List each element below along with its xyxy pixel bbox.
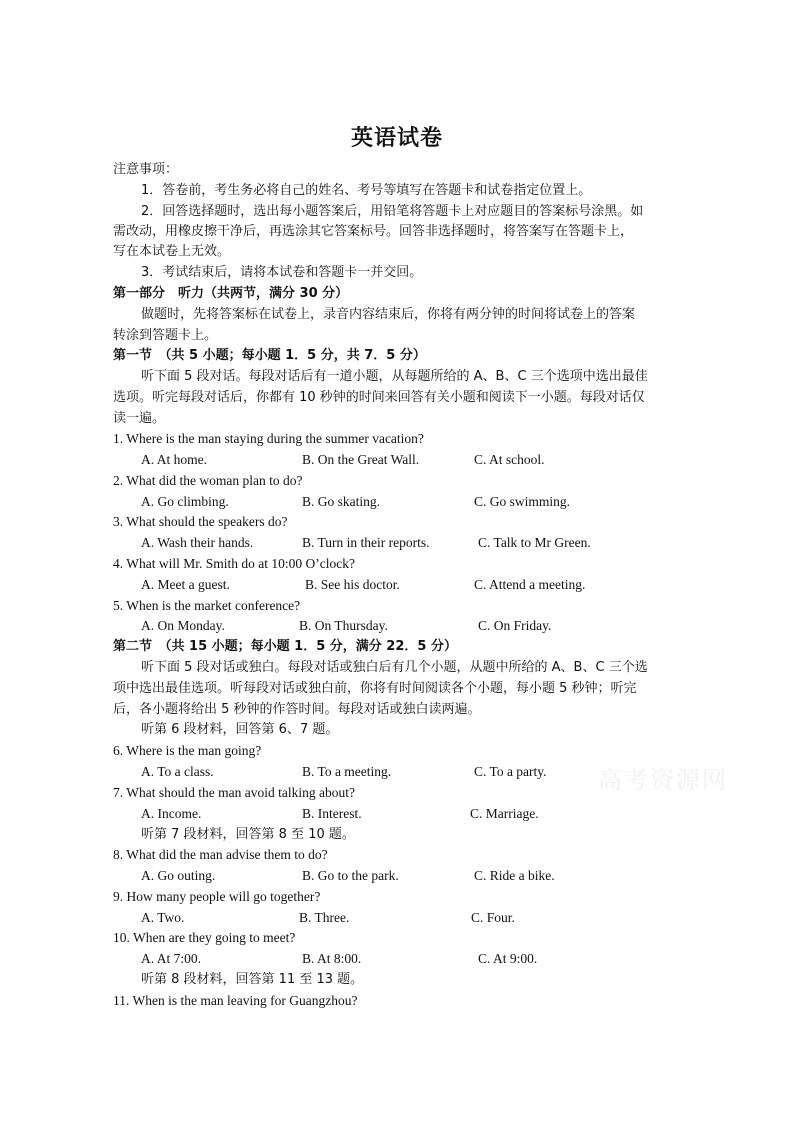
question-10: 10. When are they going to meet? bbox=[113, 930, 296, 945]
q1-option-a: A. At home. bbox=[141, 452, 207, 467]
q4-option-a: A. Meet a guest. bbox=[141, 577, 230, 592]
question-8: 8. What did the man advise them to do? bbox=[113, 847, 328, 862]
material-7-instruction: 听第 7 段材料，回答第 8 至 10 题。 bbox=[141, 827, 355, 842]
q6-option-c: C. To a party. bbox=[474, 764, 547, 779]
q2-option-b: B. Go skating. bbox=[302, 494, 381, 509]
section2-intro-line-2: 项中选出最佳选项。听每段对话或独白前，你将有时间阅读各个小题，每小题 5 秒钟；听完 bbox=[113, 681, 637, 696]
q9-option-a: A. Two. bbox=[141, 910, 185, 925]
q5-option-b: B. On Thursday. bbox=[299, 618, 388, 633]
notice-item-2-line-1: 2．回答选择题时，选出每小题答案后，用铅笔将答题卡上对应题目的答案标号涂黑。如 bbox=[141, 204, 644, 219]
page-title: 英语试卷 bbox=[350, 125, 443, 151]
material-6-instruction: 听第 6 段材料，回答第 6、7 题。 bbox=[141, 722, 339, 737]
section1-intro-line-3: 读一遍。 bbox=[113, 411, 166, 426]
q7-option-c: C. Marriage. bbox=[470, 806, 539, 821]
q5-option-a: A. On Monday. bbox=[141, 618, 225, 633]
watermark-logo: 高考资源网 bbox=[598, 766, 728, 794]
section1-intro-line-1: 听下面 5 段对话。每段对话后有一道小题，从每题所给的 A、B、C 三个选项中选出最佳 bbox=[141, 369, 648, 384]
q10-option-b: B. At 8:00. bbox=[302, 951, 362, 966]
q3-option-c: C. Talk to Mr Green. bbox=[478, 535, 591, 550]
q1-option-b: B. On the Great Wall. bbox=[302, 452, 420, 467]
q3-option-b: B. Turn in their reports. bbox=[302, 535, 430, 550]
q8-option-c: C. Ride a bike. bbox=[474, 868, 555, 883]
q8-option-b: B. Go to the park. bbox=[302, 868, 399, 883]
q10-option-a: A. At 7:00. bbox=[141, 951, 202, 966]
section1-intro-line-2: 选项。听完每段对话后，你都有 10 秒钟的时间来回答有关小题和阅读下一小题。每段对话仅 bbox=[113, 390, 645, 405]
section2-heading: 第二节 （共 15 小题；每小题 1．5 分，满分 22．5 分） bbox=[113, 639, 457, 654]
notice-heading: 注意事项： bbox=[113, 162, 179, 177]
q9-option-c: C. Four. bbox=[471, 910, 515, 925]
question-1: 1. Where is the man staying during the summer vacation? bbox=[113, 431, 424, 446]
q5-option-c: C. On Friday. bbox=[478, 618, 552, 633]
question-11: 11. When is the man leaving for Guangzhou? bbox=[113, 993, 358, 1008]
q4-option-b: B. See his doctor. bbox=[305, 577, 400, 592]
notice-item-1: 1．答卷前，考生务必将自己的姓名、考号等填写在答题卡和试卷指定位置上。 bbox=[141, 183, 592, 198]
question-7: 7. What should the man avoid talking about? bbox=[113, 785, 355, 800]
part1-intro-line-1: 做题时，先将答案标在试卷上，录音内容结束后，你将有两分钟的时间将试卷上的答案 bbox=[141, 307, 636, 322]
notice-item-3: 3．考试结束后，请将本试卷和答题卡一并交回。 bbox=[141, 265, 423, 280]
q6-option-a: A. To a class. bbox=[141, 764, 214, 779]
q9-option-b: B. Three. bbox=[299, 910, 350, 925]
q6-option-b: B. To a meeting. bbox=[302, 764, 392, 779]
question-4: 4. What will Mr. Smith do at 10:00 O’clock? bbox=[113, 556, 355, 571]
question-9: 9. How many people will go together? bbox=[113, 889, 321, 904]
q10-option-c: C. At 9:00. bbox=[478, 951, 538, 966]
notice-item-2-line-3: 写在本试卷上无效。 bbox=[113, 244, 231, 259]
notice-item-2-line-2: 需改动，用橡皮擦干净后，再选涂其它答案标号。回答非选择题时，将答案写在答题卡上， bbox=[113, 224, 634, 239]
q2-option-c: C. Go swimming. bbox=[474, 494, 571, 509]
q8-option-a: A. Go outing. bbox=[141, 868, 216, 883]
section2-intro-line-3: 后，各小题将给出 5 秒钟的作答时间。每段对话或独白读两遍。 bbox=[113, 702, 481, 717]
q7-option-b: B. Interest. bbox=[302, 806, 362, 821]
q3-option-a: A. Wash their hands. bbox=[141, 535, 254, 550]
q1-option-c: C. At school. bbox=[474, 452, 545, 467]
material-8-instruction: 听第 8 段材料，回答第 11 至 13 题。 bbox=[141, 972, 364, 987]
question-3: 3. What should the speakers do? bbox=[113, 514, 288, 529]
part1-intro-line-2: 转涂到答题卡上。 bbox=[113, 328, 218, 343]
question-5: 5. When is the market conference? bbox=[113, 598, 301, 613]
part1-heading: 第一部分 听力（共两节，满分 30 分） bbox=[113, 286, 349, 301]
section1-heading: 第一节 （共 5 小题；每小题 1．5 分，共 7．5 分） bbox=[113, 348, 426, 363]
q2-option-a: A. Go climbing. bbox=[141, 494, 229, 509]
section2-intro-line-1: 听下面 5 段对话或独白。每段对话或独白后有几个小题，从题中所给的 A、B、C 三个选 bbox=[141, 660, 648, 675]
q4-option-c: C. Attend a meeting. bbox=[474, 577, 586, 592]
q7-option-a: A. Income. bbox=[141, 806, 202, 821]
question-6: 6. Where is the man going? bbox=[113, 743, 262, 758]
question-2: 2. What did the woman plan to do? bbox=[113, 473, 303, 488]
